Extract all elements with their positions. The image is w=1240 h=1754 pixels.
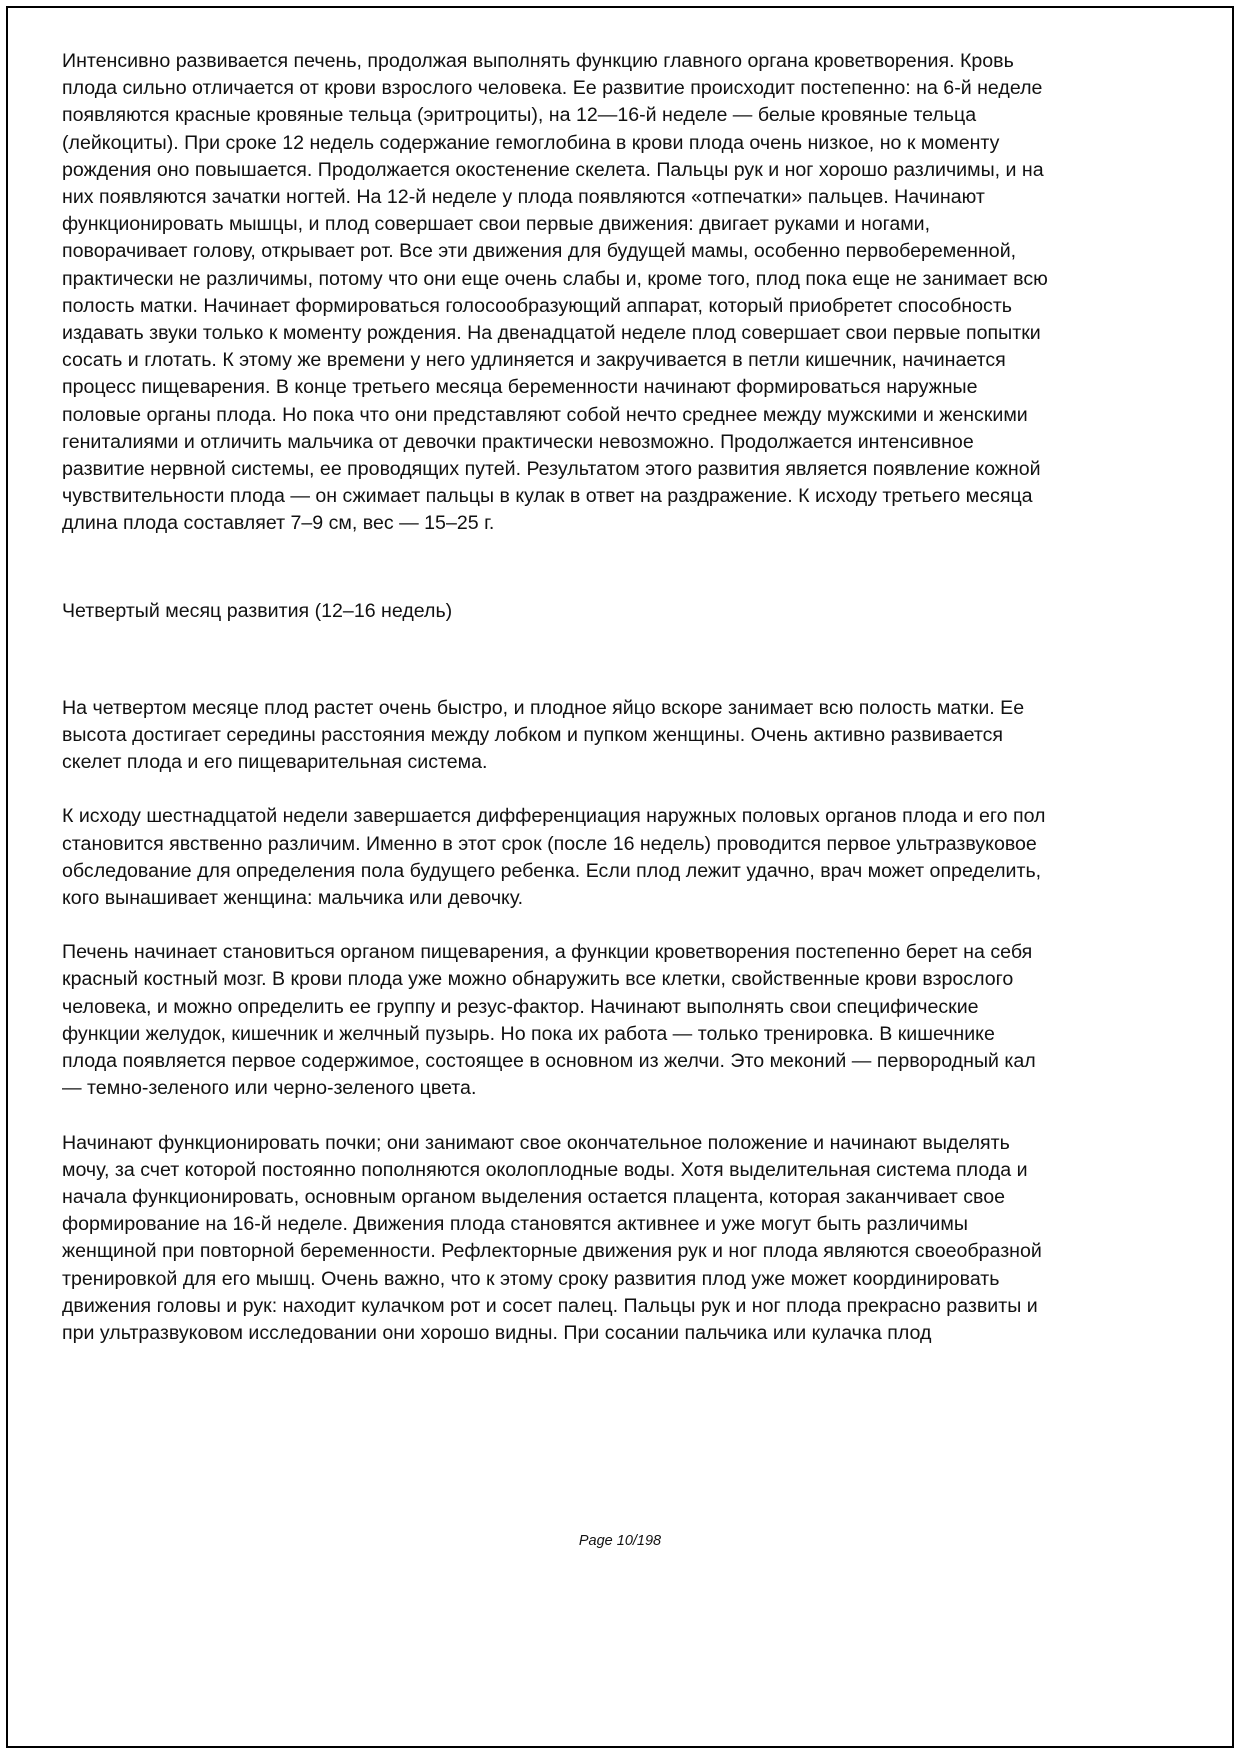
section-heading-fourth-month: Четвертый месяц развития (12–16 недель) (62, 599, 453, 622)
paragraph-sixteenth-week: К исходу шестнадцатой недели завершается дифференциация наружных половых органов плода и его пол становится явственно различим. Именно в этот срок (после 16 недель) проводится первое ультразвуковое обследование для определения пола будущего ребенка. Если плод лежит удачно, врач может определить, кого вынашивает женщина: мальчика или девочку. (62, 805, 1046, 910)
paragraph-liver-digestion: Печень начинает становиться органом пищеварения, а функции кроветворения постепенно берет на себя красный костный мозг. В крови плода уже можно обнаружить все клетки, свойственные крови взрослого человека, и можно определить ее группу и резус-фактор. Начинают выполнять свои специфические функции желудок, кишечник и желчный пузырь. Но пока их работа — только тренировка. В кишечнике плода появляется первое содержимое, состоящее в основном из желчи. Это меконий — первородный кал — темно-зеленого или черно-зеленого цвета. (62, 941, 1036, 1100)
page-number: Page 10/198 (578, 1533, 662, 1549)
document-content (62, 48, 1054, 1374)
paragraph-kidneys: Начинают функционировать почки; они занимают свое окончательное положение и начинают выделять мочу, за счет которой постоянно пополняются околоплодные воды. Хотя выделительная система плода и начала функционировать, основным органом выделения остается плацента, которая заканчивает свое формирование на 16-й неделе. Движения плода становятся активнее и уже могут быть различимы женщиной при повторной беременности. Рефлекторные движения рук и ног плода являются своеобразной тренировкой для его мышц. Очень важно, что к этому сроку развития плод уже может координировать движения головы и рук: находит кулачком рот и сосет палец. Пальцы рук и ног плода прекрасно развиты и при ультразвуковом исследовании они хорошо видны. При сосании пальчика или кулачка плод (62, 1131, 1042, 1344)
paragraph-liver-development: Интенсивно развивается печень, продолжая выполнять функцию главного органа кроветворения. Кровь плода сильно отличается от крови взрослого человека. Ее развитие происходит постепенно: на 6-й неделе появляются красные кровяные тельца (эритроциты), на 12—16-й неделе — белые кровяные тельца (лейкоциты). При сроке 12 недель содержание гемоглобина в крови плода очень низкое, но к моменту рождения оно повышается. Продолжается окостенение скелета. Пальцы рук и ног хорошо различимы, и на них появляются зачатки ногтей. На 12-й неделе у плода появляются «отпечатки» пальцев. Начинают функционировать мышцы, и плод совершает свои первые движения: двигает руками и ногами, поворачивает голову, открывает рот. Все эти движения для будущей мамы, особенно первобеременной, практически не различимы, потому что они еще очень слабы и, кроме того, плод пока еще не занимает всю полость матки. Начинает формироваться голосообразующий аппарат, который приобретет способность издавать звуки только к моменту рождения. На двенадцатой неделе плод совершает свои первые попытки сосать и глотать. К этому же времени у него удлиняется и закручивается в петли кишечник, начинается процесс пищеварения. В конце третьего месяца беременности начинают формироваться наружные половые органы плода. Но пока что они представляют собой нечто среднее между мужскими и женскими гениталиями и отличить мальчика от девочки практически невозможно. Продолжается интенсивное развитие нервной системы, ее проводящих путей. Результатом этого развития является появление кожной чувствительности плода — он сжимает пальцы в кулак в ответ на раздражение. К исходу третьего месяца длина плода составляет 7–9 см, вес — 15–25 г. (62, 50, 1048, 535)
paragraph-fourth-month-growth: На четвертом месяце плод растет очень быстро, и плодное яйцо вскоре занимает всю полость матки. Ее высота достигает середины расстояния между лобком и пупком женщины. Очень активно развивается скелет плода и его пищеварительная система. (62, 696, 1025, 774)
